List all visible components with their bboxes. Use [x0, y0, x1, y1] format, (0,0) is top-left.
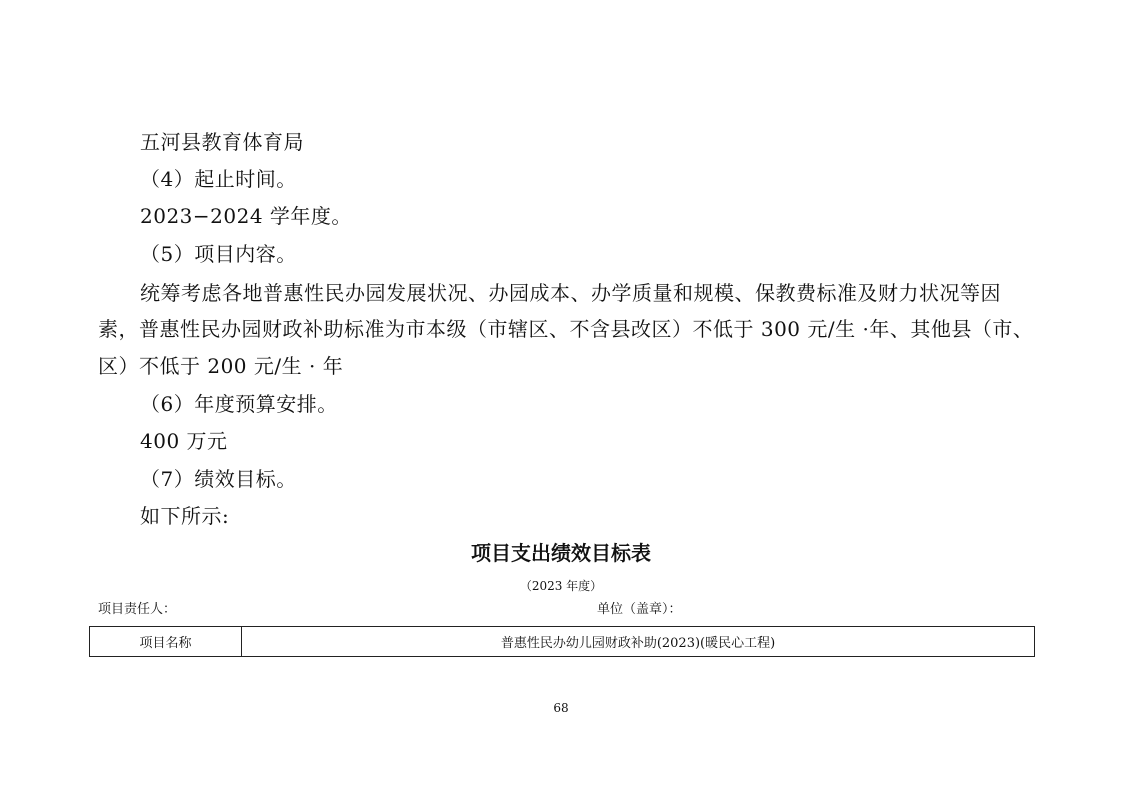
table-year: （2023 年度）: [519, 579, 603, 593]
project-name-label-cell: 项目名称: [90, 627, 242, 657]
text-line-content-3: 区）不低于 200 元/生 · 年: [98, 354, 344, 378]
project-responsible-label: 项目责任人：: [98, 602, 177, 617]
text-line-heading-project-content: （5）项目内容。: [140, 242, 297, 266]
text-line-content-1: 统筹考虑各地普惠性民办园发展状况、办园成本、办学质量和规模、保教费标准及财力状况等因: [140, 281, 1001, 305]
text-line-heading-performance-goal: （7）绩效目标。: [140, 467, 297, 491]
performance-goal-table: [89, 626, 1035, 657]
text-line-budget-amount: 400 万元: [140, 429, 228, 453]
text-line-heading-start-end-time: （4）起止时间。: [140, 167, 297, 191]
text-line-school-year: 2023−2024 学年度。: [140, 204, 352, 228]
text-line-heading-budget: （6）年度预算安排。: [140, 392, 338, 416]
text-line-content-2: 素，普惠性民办园财政补助标准为市本级（市辖区、不含县改区）不低于 300 元/生 ·年、其他县（市、: [98, 317, 1034, 341]
text-line-as-follows: 如下所示:: [140, 504, 230, 528]
project-name-value-cell: 普惠性民办幼儿园财政补助(2023)(暖民心工程): [242, 627, 1035, 657]
page-number: 68: [553, 701, 569, 715]
text-line-department: 五河县教育体育局: [140, 130, 304, 154]
unit-seal-label: 单位（盖章）：: [597, 602, 682, 617]
table-title: 项目支出绩效目标表: [471, 541, 651, 565]
table-row: [90, 627, 1035, 657]
